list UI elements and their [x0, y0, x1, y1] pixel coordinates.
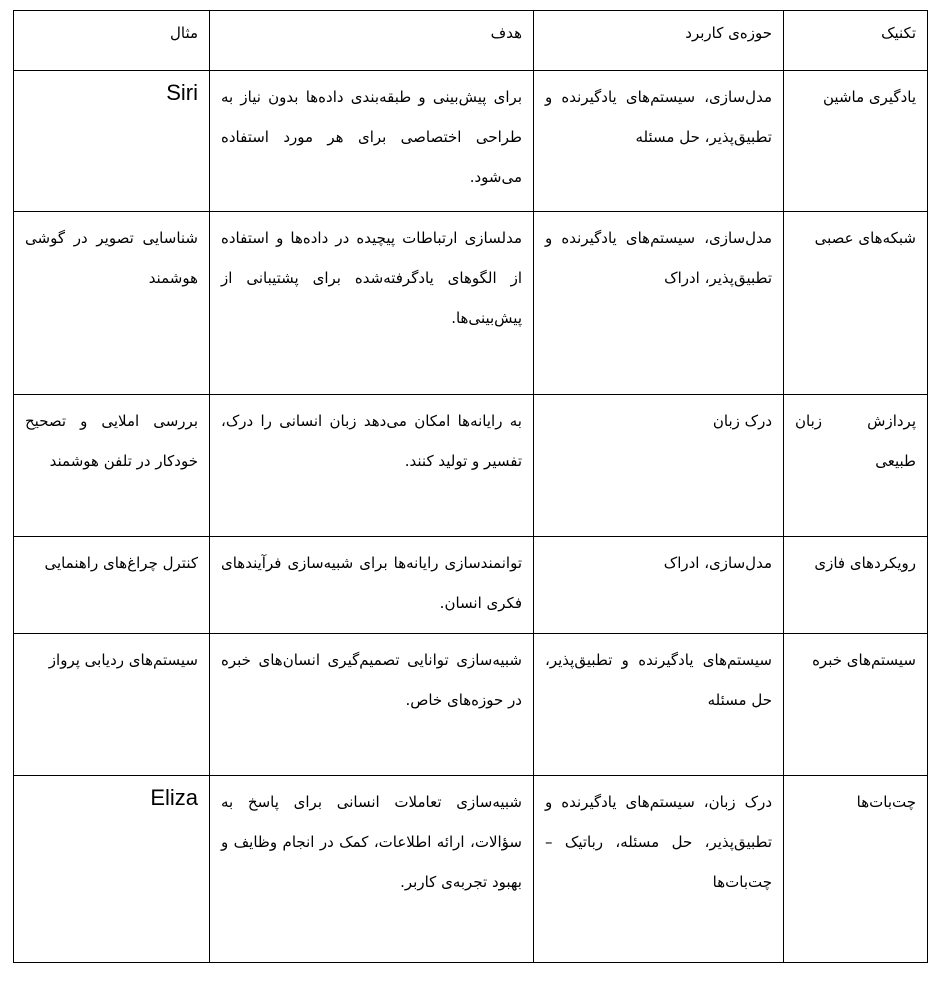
cell-technique: رویکردهای فازی: [784, 537, 928, 634]
cell-example: کنترل چراغ‌های راهنمایی: [14, 537, 210, 634]
header-goal: هدف: [210, 11, 534, 71]
table-row: [14, 212, 928, 395]
cell-application-area: سیستم‌های یادگیرنده و تطبیق‌پذیر، حل مسئله: [534, 634, 784, 776]
table-row: [14, 395, 928, 537]
example-text: Eliza: [150, 785, 198, 810]
header-example: مثال: [14, 11, 210, 71]
table-row: [14, 537, 928, 634]
cell-goal: به رایانه‌ها امکان می‌دهد زبان انسانی را درک، تفسیر و تولید کنند.: [210, 395, 534, 537]
table-row: [14, 71, 928, 212]
header-row: [14, 11, 928, 71]
cell-example: [14, 71, 210, 212]
example-text: Siri: [166, 80, 198, 105]
cell-application-area: مدل‌سازی، سیستم‌های یادگیرنده و تطبیق‌پذیر، حل مسئله: [534, 71, 784, 212]
cell-application-area: مدل‌سازی، ادراک: [534, 537, 784, 634]
header-application-area: حوزه‌ی کاربرد: [534, 11, 784, 71]
cell-technique: شبکه‌های عصبی: [784, 212, 928, 395]
techniques-table: [13, 10, 928, 963]
cell-application-area: مدل‌سازی، سیستم‌های یادگیرنده و تطبیق‌پذیر، ادراک: [534, 212, 784, 395]
cell-goal: مدلسازی ارتباطات پیچیده در داده‌ها و استفاده از الگوهای یادگرفته‌شده برای پشتیبانی از پیش‌بینی‌ها.: [210, 212, 534, 395]
cell-goal: توانمندسازی رایانه‌ها برای شبیه‌سازی فرآیندهای فکری انسان.: [210, 537, 534, 634]
cell-technique: چت‌بات‌ها: [784, 776, 928, 963]
cell-example: سیستم‌های ردیابی پرواز: [14, 634, 210, 776]
cell-technique: سیستم‌های خبره: [784, 634, 928, 776]
table-row: [14, 634, 928, 776]
cell-example: شناسایی تصویر در گوشی هوشمند: [14, 212, 210, 395]
cell-example: [14, 776, 210, 963]
cell-technique: یادگیری ماشین: [784, 71, 928, 212]
cell-technique: پردازش زبان طبیعی: [784, 395, 928, 537]
cell-application-area: درک زبان: [534, 395, 784, 537]
cell-application-area: درک زبان، سیستم‌های یادگیرنده و تطبیق‌پذیر، حل مسئله، رباتیک – چت‌بات‌ها: [534, 776, 784, 963]
header-technique: تکنیک: [784, 11, 928, 71]
table-row: [14, 776, 928, 963]
cell-example: بررسی املایی و تصحیح خودکار در تلفن هوشمند: [14, 395, 210, 537]
cell-goal: شبیه‌سازی تعاملات انسانی برای پاسخ به سؤالات، ارائه اطلاعات، کمک در انجام وظایف و بهبود تجربه‌ی کاربر.: [210, 776, 534, 963]
cell-goal: برای پیش‌بینی و طبقه‌بندی داده‌ها بدون نیاز به طراحی اختصاصی برای هر مورد استفاده می‌شود.: [210, 71, 534, 212]
cell-goal: شبیه‌سازی توانایی تصمیم‌گیری انسان‌های خبره در حوزه‌های خاص.: [210, 634, 534, 776]
